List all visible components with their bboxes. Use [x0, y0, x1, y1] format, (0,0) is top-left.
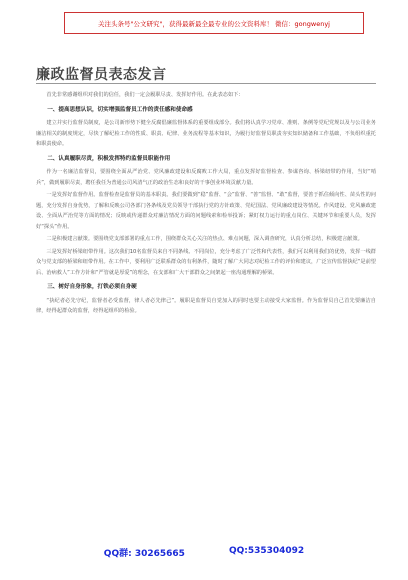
- point-3-paragraph: 三是发挥好桥梁纽带作用。这次我们10名监督员来自不同条线、不同岗位，充分考虑了广泛性和代表性，我们可以利用我们的优势，发挥一线群众与党支部的桥梁和纽带作用。在工作中，要利用广泛联系群众的有利条件，随时了解广大同志对纪检工作的评价和建议，广泛宣传监督执纪“是前望后、治病救人”工作方针和“严管就是厚爱”的理念，在支部和广大干部群众之间架起一座沟通理解的桥梁。: [36, 248, 376, 276]
- title-divider: [36, 83, 376, 84]
- point-2-paragraph: 二是积极建言献策。要围绕党支部部署的重点工作，围绕群众关心关注的热点、难点问题，深入调查研究，认真分析总结，积极建言献策。: [46, 236, 363, 242]
- section-heading-3: 三、树好自身形象，打铁必须自身硬: [47, 284, 137, 290]
- section-3-paragraph: “执纪者必先守纪，监督者必受监督，律人者必先律己”。履职是监督员自觉加入的同时也要主动接受大家监督。作为监督员自己首先要廉洁自律，经得起群众的监督，经得起组织的检验。: [36, 297, 376, 314]
- qq-group-text: QQ群: 30265665: [103, 549, 185, 559]
- document-body: [36, 90, 376, 319]
- point-1-paragraph: 一是发挥好监督作用。监督检查是监督员的基本职责。我们要做到“稳”监督、“会”监督、“善”监督、“敢”监督，要善于抓住倾向性、苗头性的问题，充分发挥自身优势，了解和反映公司各部门各条线及党员领导干部执行党的方针政策、党纪国法、党风廉政建设等情况。作风建设、党风廉政建设、全面从严治党等方面的情况；反映或传递群众对廉洁情况方面的问题线索和检举投诉；紧盯权力运行的重点岗位、关键环节和重要人员，发挥好“探头”作用。: [36, 192, 376, 230]
- section-heading-1: 一、提高思想认识，切实增强监督员工作的责任感和使命感: [47, 106, 193, 113]
- page-title: 廉政监督员表态发言: [36, 67, 167, 83]
- section-heading-2: 二、认真履职尽责，积极发挥特约监督员职能作用: [47, 155, 171, 162]
- promo-banner: 关注头条号"公文研究"，获得最新最全最专业的公文资料库！ 微信：gongwenyj: [64, 12, 364, 34]
- section-2-paragraph: 作为一名廉洁监督员，要围绕全面从严治党、党风廉政建设和反腐败工作大局，重点发挥好监督检查、参谋咨询、桥梁纽带的作用，当好“哨兵”，做到履职尽责，聘任我任为普通公司风清气正的政治生态和良好的干事创业环境贡献力量。: [36, 169, 376, 186]
- intro-paragraph: 首先非常感谢组织对我们的信任，我们一定会履职尽责、发挥好作用。在此表态如下：: [46, 92, 244, 98]
- qq-number-text: QQ:535304092: [228, 546, 305, 556]
- section-1-paragraph: 建立并实行监督员制度，是公司新形势下健全反腐倡廉监督体系的重要组成部分。我们将认真学习党章、准则、条例等党纪党规以及与公司业务廉洁相关的制度规定，尽快了解纪检工作的性质、职责、纪律、业务流程等基本知识，为履行好监督员职责夯实知识储备和工作基础，不负组织重托和职责使命。: [36, 120, 376, 147]
- contact-footer: [0, 546, 408, 559]
